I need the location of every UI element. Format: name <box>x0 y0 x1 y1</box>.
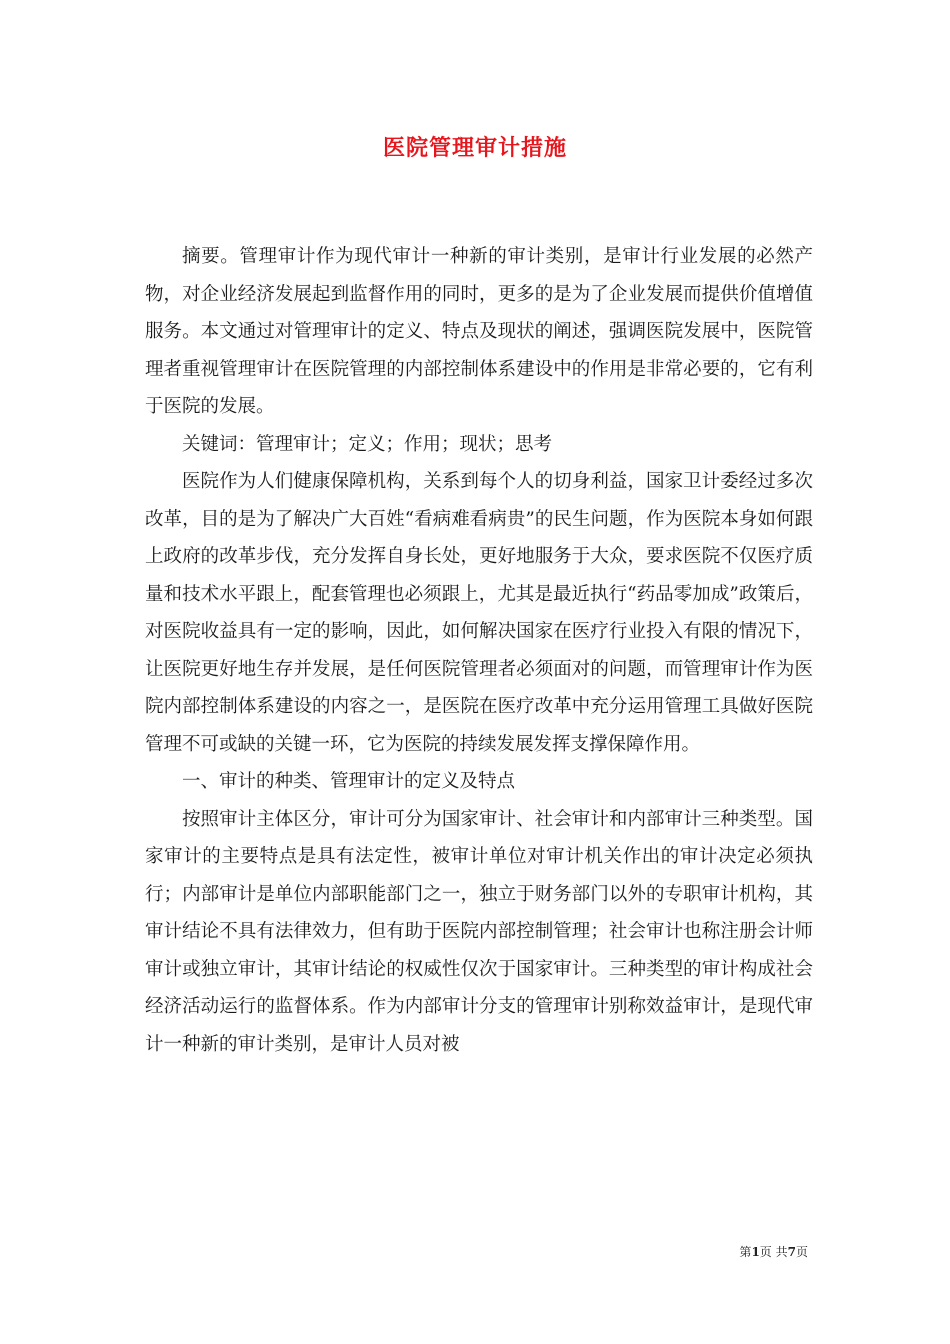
section-heading-1: 一、审计的种类、管理审计的定义及特点 <box>182 771 516 792</box>
footer-total-pages: 7 <box>787 1245 796 1259</box>
section-1-paragraph: 按照审计主体区分，审计可分为国家审计、社会审计和内部审计三种类型。国家审计的主要特点是具有法定性，被审计单位对审计机关作出的审计决定必须执行；内部审计是单位内部职能部门之一，独立于财务部门以外的专职审计机构，其审计结论不具有法律效力，但有助于医院内部控制管理；社会审计也称注册会计师审计或独立审计，其审计结论的权威性仅次于国家审计。三种类型的审计构成社会经济活动运行的监督体系。作为内部审计分支的管理审计别称效益审计，是现代审计一种新的审计类别，是审计人员对被 <box>145 808 813 1055</box>
footer-prefix: 第 <box>739 1245 752 1259</box>
footer-page-number: 1 <box>751 1245 760 1259</box>
page-footer <box>739 1244 808 1260</box>
footer-middle: 页 共 <box>759 1245 788 1259</box>
intro-paragraph: 医院作为人们健康保障机构，关系到每个人的切身利益，国家卫计委经过多次改革，目的是为了解决广大百姓“看病难看病贵”的民生问题，作为医院本身如何跟上政府的改革步伐，充分发挥自身长处，更好地服务于大众，要求医院不仅医疗质量和技术水平跟上，配套管理也必须跟上，尤其是最近执行“药品零加成”政策后，对医院收益具有一定的影响，因此，如何解决国家在医疗行业投入有限的情况下，让医院更好地生存并发展，是任何医院管理者必须面对的问题，而管理审计作为医院内部控制体系建设的内容之一，是医院在医疗改革中充分运用管理工具做好医院管理不可或缺的关键一环，它为医院的持续发展发挥支撑保障作用。 <box>145 471 813 755</box>
document-title: 医院管理审计措施 <box>382 135 567 161</box>
keywords-paragraph: 关键词：管理审计；定义；作用；现状；思考 <box>182 433 553 455</box>
abstract-paragraph: 摘要。管理审计作为现代审计一种新的审计类别，是审计行业发展的必然产物，对企业经济发展起到监督作用的同时，更多的是为了企业发展而提供价值增值服务。本文通过对管理审计的定义、特点及现状的阐述，强调医院发展中，医院管理者重视管理审计在医院管理的内部控制体系建设中的作用是非常必要的，它有利于医院的发展。 <box>145 246 813 417</box>
footer-suffix: 页 <box>795 1245 808 1259</box>
document-body <box>145 238 813 1063</box>
